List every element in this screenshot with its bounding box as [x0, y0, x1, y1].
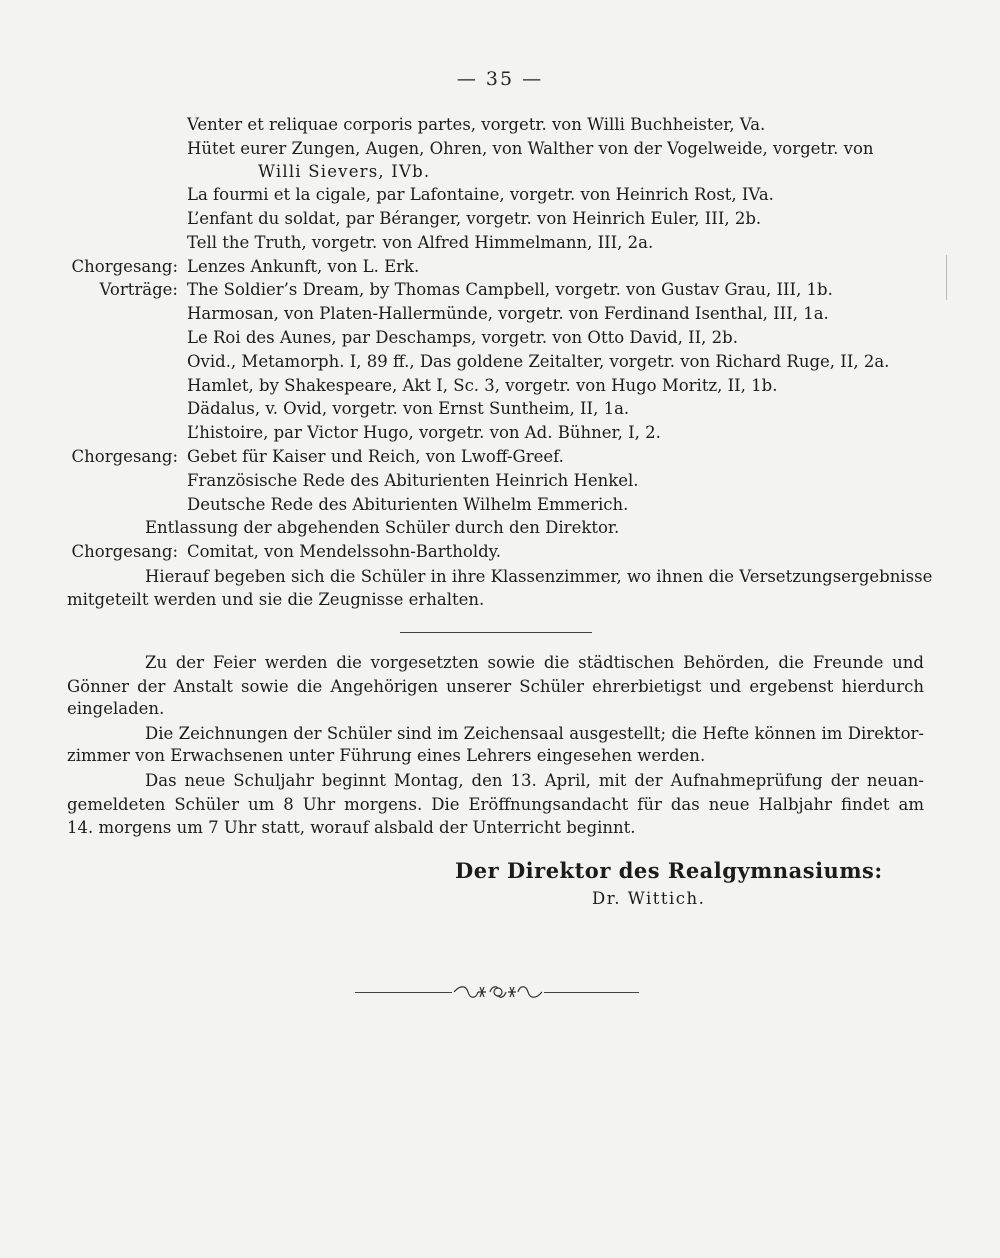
paragraph-line: 14. morgens um 7 Uhr statt, worauf alsbald der Unterricht beginnt.: [67, 818, 636, 837]
program-line: Ovid., Metamorph. I, 89 ff., Das goldene Zeitalter, vorgetr. von Richard Ruge, II, 2a.: [187, 352, 890, 371]
program-label: Chorgesang:: [71, 542, 178, 561]
program-line: Entlassung der abgehenden Schüler durch den Direktor.: [145, 518, 620, 537]
ornament-rule-right: [544, 992, 639, 993]
scan-edge-mark: [946, 255, 947, 300]
program-line: Tell the Truth, vorgetr. von Alfred Himmelmann, III, 2a.: [187, 233, 654, 252]
program-line: Le Roi des Aunes, par Deschamps, vorgetr. von Otto David, II, 2b.: [187, 328, 738, 347]
paragraph-line: Die Zeichnungen der Schüler sind im Zeichensaal ausgestellt; die Hefte können im Direktor-: [145, 724, 924, 743]
paragraph-line: Zu der Feier werden die vorgesetzten sowie die städtischen Behörden, die Freunde und: [145, 653, 924, 672]
program-line: Venter et reliquae corporis partes, vorgetr. von Willi Buchheister, Va.: [187, 115, 766, 134]
program-line: Dädalus, v. Ovid, vorgetr. von Ernst Suntheim, II, 1a.: [187, 399, 630, 418]
program-line: The Soldier’s Dream, by Thomas Campbell, vorgetr. von Gustav Grau, III, 1b.: [187, 280, 833, 299]
program-line: L’histoire, par Victor Hugo, vorgetr. von Ad. Bühner, I, 2.: [187, 423, 661, 442]
paragraph-line: Das neue Schuljahr beginnt Montag, den 13. April, mit der Aufnahmeprüfung der neuan-: [145, 771, 924, 790]
page-number: — 35 —: [456, 68, 544, 90]
after-program-line: Hierauf begeben sich die Schüler in ihre Klassenzimmer, wo ihnen die Versetzungsergebnisse: [145, 567, 933, 586]
paragraph-line: Gönner der Anstalt sowie die Angehörigen unserer Schüler ehrerbietigst und ergebenst hierdurch: [67, 677, 924, 696]
program-line: Harmosan, von Platen-Hallermünde, vorgetr. von Ferdinand Isenthal, III, 1a.: [187, 304, 829, 323]
signature-name: Dr. Wittich.: [592, 889, 706, 908]
program-line: Hamlet, by Shakespeare, Akt I, Sc. 3, vorgetr. von Hugo Moritz, II, 1b.: [187, 376, 778, 395]
section-divider: [400, 632, 592, 633]
program-label: Vorträge:: [99, 280, 178, 299]
program-line: La fourmi et la cigale, par Lafontaine, vorgetr. von Heinrich Rost, IVa.: [187, 185, 774, 204]
paragraph-line: zimmer von Erwachsenen unter Führung eines Lehrers eingesehen werden.: [67, 746, 706, 765]
program-line: Gebet für Kaiser und Reich, von Lwoff-Greef.: [187, 447, 564, 466]
signature-title: Der Direktor des Realgymnasiums:: [455, 858, 883, 883]
program-line: Lenzes Ankunft, von L. Erk.: [187, 257, 420, 276]
ornament-rule-left: [355, 992, 452, 993]
program-line: Französische Rede des Abiturienten Heinrich Henkel.: [187, 471, 639, 490]
program-label: Chorgesang:: [71, 257, 178, 276]
ornament-flourish-icon: [452, 982, 544, 1002]
paragraph-line: eingeladen.: [67, 699, 165, 718]
program-label: Chorgesang:: [71, 447, 178, 466]
program-line: Willi Sievers, IVb.: [258, 162, 431, 181]
program-line: L’enfant du soldat, par Béranger, vorgetr. von Heinrich Euler, III, 2b.: [187, 209, 762, 228]
program-line: Hütet eurer Zungen, Augen, Ohren, von Walther von der Vogelweide, vorgetr. von: [187, 139, 874, 158]
paragraph-line: gemeldeten Schüler um 8 Uhr morgens. Die Eröffnungsandacht für das neue Halbjahr findet am: [67, 795, 924, 814]
program-line: Comitat, von Mendelssohn-Bartholdy.: [187, 542, 502, 561]
after-program-line: mitgeteilt werden und sie die Zeugnisse erhalten.: [67, 590, 485, 609]
program-line: Deutsche Rede des Abiturienten Wilhelm Emmerich.: [187, 495, 629, 514]
